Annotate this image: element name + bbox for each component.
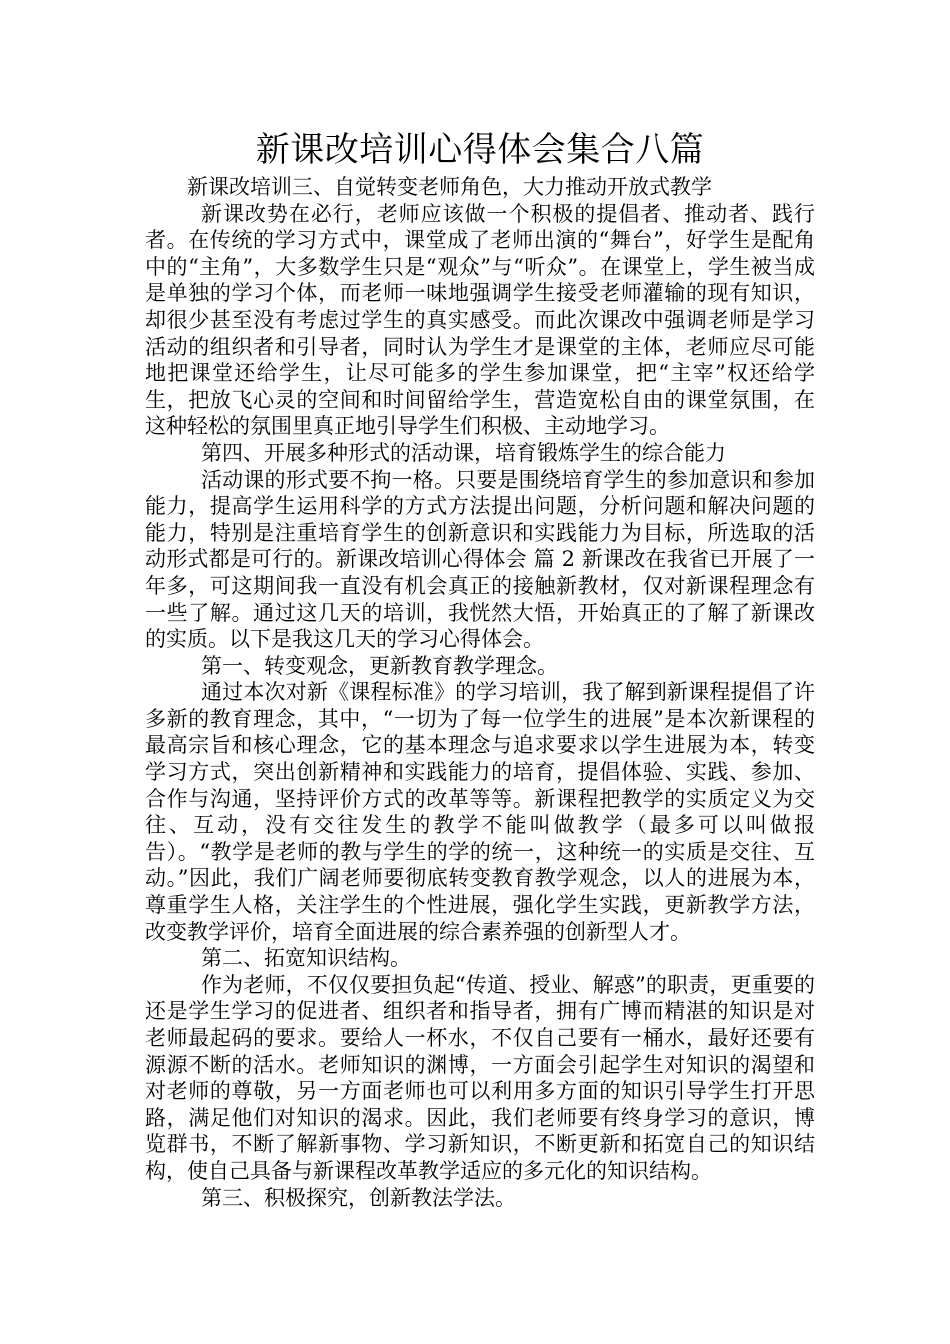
section-heading: 第三、积极探究，创新教法学法。	[201, 1185, 516, 1210]
section-heading: 第二、拓宽知识结构。	[201, 946, 411, 971]
paragraph: 作为老师，不仅仅要担负起“传道、授业、解惑”的职责，更重要的还是学生学习的促进者、组织者和指导者，拥有广博而精湛的知识是对老师最起码的要求。要给人一杯水，不仅自己要有一桶水，最好还要有源源不断的活水。老师知识的渊博，一方面会引起学生对知识的渴望和对老师的尊敬，另一方面老师也可以利用多方面的知识引导学生打开思路，满足他们对知识的渴求。因此，我们老师要有终身学习的意识，博览群书，不断了解新事物、学习新知识，不断更新和拓宽自己的知识结构，使自己具备与新课程改革教学适应的多元化的知识结构。	[145, 972, 815, 1183]
paragraph: 通过本次对新《课程标准》的学习培训，我了解到新课程提倡了许多新的教育理念，其中，“一切为了每一位学生的进展”是本次新课程的最高宗旨和核心理念，它的基本理念与追求要求以学生进展为本，转变学习方式，突出创新精神和实践能力的培育，提倡体验、实践、参加、合作与沟通，坚持评价方式的改革等等。新课程把教学的实质定义为交往、互动，没有交往发生的教学不能叫做教学（最多可以叫做报告）。“教学是老师的教与学生的学的统一，这种统一的实质是交往、互动。”因此，我们广阔老师要彻底转变教育教学观念，以人的进展为本，尊重学生人格，关注学生的个性进展，强化学生实践，更新教学方法，改变教学评价，培育全面进展的综合素养强的创新型人才。	[145, 680, 815, 944]
section-heading: 第一、转变观念，更新教育教学理念。	[201, 653, 558, 678]
document-page	[145, 128, 815, 1211]
document-title: 新课改培训心得体会集合八篇	[255, 130, 705, 170]
paragraph: 活动课的形式要不拘一格。只要是围绕培育学生的参加意识和参加能力，提高学生运用科学的方式方法提出问题，分析问题和解决问题的能力，特别是注重培育学生的创新意识和实践能力为目标，所选取的活动形式都是可行的。新课改培训心得体会 篇 2 新课改在我省已开展了一年多，可这期间我一直没有机会真正的接触新教材，仅对新课程理念有一些了解。通过这几天的培训，我恍然大悟，开始真正的了解了新课改的实质。以下是我这几天的学习心得体会。	[145, 467, 815, 652]
document-subtitle: 新课改培训三、自觉转变老师角色，大力推动开放式教学	[187, 175, 712, 199]
paragraph: 新课改势在必行，老师应该做一个积极的提倡者、推动者、践行者。在传统的学习方式中，课堂成了老师出演的“舞台”，好学生是配角中的“主角”，大多数学生只是“观众”与“听众”。在课堂上，学生被当成是单独的学习个体，而老师一味地强调学生接受老师灌输的现有知识，却很少甚至没有考虑过学生的真实感受。而此次课改中强调老师是学习活动的组织者和引导者，同时认为学生才是课堂的主体，老师应尽可能地把课堂还给学生，让尽可能多的学生参加课堂，把“主宰”权还给学生，把放飞心灵的空间和时间留给学生，营造宽松自由的课堂氛围，在这种轻松的氛围里真正地引导学生们积极、主动地学习。	[145, 201, 815, 439]
section-heading: 第四、开展多种形式的活动课，培育锻炼学生的综合能力	[201, 440, 726, 465]
